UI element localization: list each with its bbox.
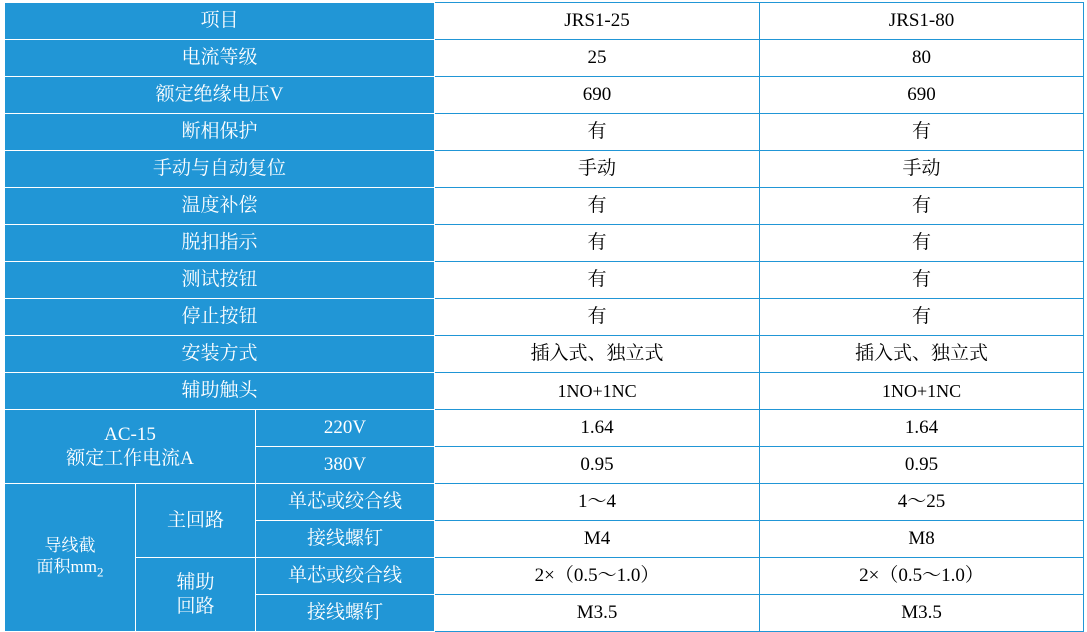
ac15-sub-380v: 380V: [256, 447, 435, 484]
row-label: 辅助触头: [5, 373, 435, 410]
wire-aux-label-line1: 辅助: [176, 571, 215, 593]
table-row: [5, 188, 1084, 225]
row-label: 电流等级: [5, 40, 435, 77]
row-value-1: 有: [435, 225, 760, 262]
table-row: [5, 299, 1084, 336]
table-row: [5, 40, 1084, 77]
row-value-1: 2×（0.5～1.0）: [435, 558, 760, 595]
row-value-2: 有: [760, 262, 1084, 299]
specification-table: [4, 2, 1084, 632]
table-row: [5, 151, 1084, 188]
row-value-2: 690: [760, 77, 1084, 114]
row-value-2: 4～25: [760, 484, 1084, 521]
ac15-sub-220v: 220V: [256, 410, 435, 447]
row-value-1: 手动: [435, 151, 760, 188]
row-label: 手动与自动复位: [5, 151, 435, 188]
row-value-1: 690: [435, 77, 760, 114]
row-value-2: 有: [760, 299, 1084, 336]
table-row: [5, 225, 1084, 262]
row-value-1: 有: [435, 262, 760, 299]
table-row: [5, 336, 1084, 373]
row-value-2: 80: [760, 40, 1084, 77]
row-value-2: 插入式、独立式: [760, 336, 1084, 373]
wire-aux-label-line2: 回路: [176, 595, 215, 617]
table-row: [5, 373, 1084, 410]
row-label: 停止按钮: [5, 299, 435, 336]
row-value-2: 2×（0.5～1.0）: [760, 558, 1084, 595]
header-col-2: JRS1-80: [760, 3, 1084, 40]
wire-main-circuit-label: 主回路: [136, 484, 256, 558]
table-row-wire-main-core: [5, 484, 1084, 521]
wire-label-line2: [7, 556, 133, 581]
table-row: [5, 262, 1084, 299]
row-label: 温度补偿: [5, 188, 435, 225]
row-value-2: M8: [760, 521, 1084, 558]
row-label: 额定绝缘电压V: [5, 77, 435, 114]
row-value-2: 1NO+1NC: [760, 373, 1084, 410]
row-value-1: M4: [435, 521, 760, 558]
row-value-2: M3.5: [760, 595, 1084, 632]
header-item-label: 项目: [5, 3, 435, 40]
group-label-ac15: [5, 410, 256, 484]
row-label: 断相保护: [5, 114, 435, 151]
table-row: [5, 114, 1084, 151]
table-row-ac15-220v: [5, 410, 1084, 447]
row-value-1: 1.64: [435, 410, 760, 447]
table-row-wire-aux-core: [5, 558, 1084, 595]
row-label: 测试按钮: [5, 262, 435, 299]
wire-sub-label-screw: 接线螺钉: [256, 595, 435, 632]
row-value-1: 插入式、独立式: [435, 336, 760, 373]
row-value-1: 0.95: [435, 447, 760, 484]
table-header-row: [5, 3, 1084, 40]
row-value-1: 1NO+1NC: [435, 373, 760, 410]
wire-sub-label-core: 单芯或绞合线: [256, 484, 435, 521]
ac15-label-line2: 额定工作电流A: [66, 447, 194, 469]
ac15-label-line1: AC-15: [104, 423, 156, 445]
row-value-2: 有: [760, 188, 1084, 225]
row-value-1: 有: [435, 299, 760, 336]
row-value-2: 有: [760, 225, 1084, 262]
group-label-wire-section: [5, 484, 136, 632]
row-value-2: 1.64: [760, 410, 1084, 447]
table-row: [5, 77, 1084, 114]
wire-label-line1: 导线截: [44, 535, 96, 555]
wire-sub-label-screw: 接线螺钉: [256, 521, 435, 558]
row-value-2: 0.95: [760, 447, 1084, 484]
row-label: 脱扣指示: [5, 225, 435, 262]
row-value-1: 有: [435, 188, 760, 225]
header-col-1: JRS1-25: [435, 3, 760, 40]
row-label: 安装方式: [5, 336, 435, 373]
wire-sub-label-core: 单芯或绞合线: [256, 558, 435, 595]
wire-label-superscript: 2: [96, 564, 104, 580]
row-value-1: 25: [435, 40, 760, 77]
wire-aux-circuit-label: [136, 558, 256, 632]
row-value-1: 有: [435, 114, 760, 151]
row-value-2: 手动: [760, 151, 1084, 188]
row-value-1: 1～4: [435, 484, 760, 521]
row-value-1: M3.5: [435, 595, 760, 632]
wire-label-line2-text: 面积mm: [36, 556, 97, 576]
row-value-2: 有: [760, 114, 1084, 151]
